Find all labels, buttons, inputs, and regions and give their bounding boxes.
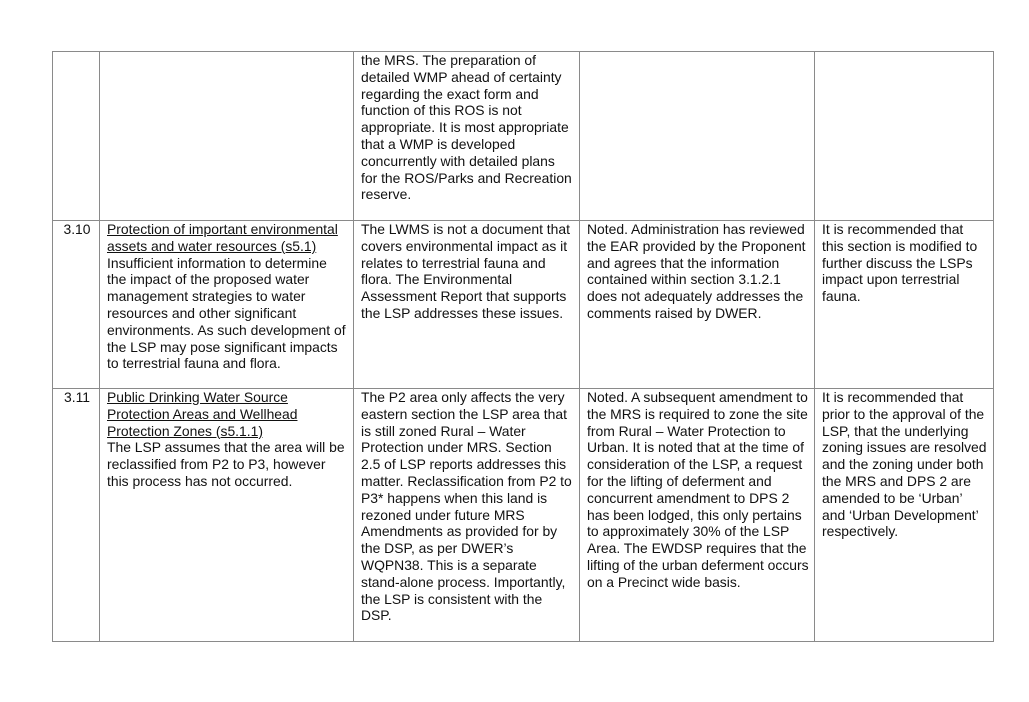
- submission-heading: Protection of important environmental assets and water resources (s5.1): [107, 221, 338, 254]
- item-number: [53, 52, 100, 221]
- item-number: 3.11: [53, 389, 100, 642]
- administration-comment: Noted. Administration has reviewed the EAR provided by the Proponent and agrees that the information contained within section 3.1.2.1 does not adequately addresses the comments raised by DWER.: [580, 221, 815, 389]
- submission-issue: The LSP assumes that the area will be reclassified from P2 to P3, however this process has not occurred.: [107, 439, 345, 489]
- submission-heading: Public Drinking Water Source Protection Areas and Wellhead Protection Zones (s5.1.1): [107, 389, 298, 439]
- proponent-response: The P2 area only affects the very eastern section the LSP area that is still zoned Rural – Water Protection under MRS. Section 2.5 of LSP reports addresses this matter. Reclassification from P2 to P3* happens when this land is rezoned under future MRS Amendments as provided for by the DSP, as per DWER’s WQPN38. This is a separate stand-alone process. Importantly, the LSP is consistent with the DSP.: [354, 389, 580, 642]
- table-row: [53, 221, 994, 389]
- submissions-table: [52, 51, 994, 642]
- table-row: [53, 52, 994, 221]
- item-number: 3.10: [53, 221, 100, 389]
- proponent-response: The LWMS is not a document that covers environmental impact as it relates to terrestrial fauna and flora. The Environmental Assessment Report that supports the LSP addresses these issues.: [354, 221, 580, 389]
- recommendation: It is recommended that prior to the approval of the LSP, that the underlying zoning issues are resolved and the zoning under both the MRS and DPS 2 are amended to be ‘Urban’ and ‘Urban Development’ respectively.: [815, 389, 994, 642]
- administration-comment: [580, 52, 815, 221]
- table-row: [53, 389, 994, 642]
- proponent-response: the MRS. The preparation of detailed WMP ahead of certainty regarding the exact form and function of this ROS is not appropriate. It is most appropriate that a WMP is developed concurrently with detailed plans for the ROS/Parks and Recreation reserve.: [354, 52, 580, 221]
- submission-cell: [100, 389, 354, 642]
- submission-cell: [100, 52, 354, 221]
- recommendation: It is recommended that this section is modified to further discuss the LSPs impact upon terrestrial fauna.: [815, 221, 994, 389]
- submission-issue: Insufficient information to determine the impact of the proposed water management strategies to water resources and other significant environments. As such development of the LSP may pose significant impacts to terrestrial fauna and flora.: [107, 254, 346, 372]
- administration-comment: Noted. A subsequent amendment to the MRS is required to zone the site from Rural – Water Protection to Urban. It is noted that at the time of consideration of the LSP, a request for the lifting of deferment and concurrent amendment to DPS 2 has been lodged, this only pertains to approximately 30% of the LSP Area. The EWDSP requires that the lifting of the urban deferment occurs on a Precinct wide basis.: [580, 389, 815, 642]
- recommendation: [815, 52, 994, 221]
- submission-cell: [100, 221, 354, 389]
